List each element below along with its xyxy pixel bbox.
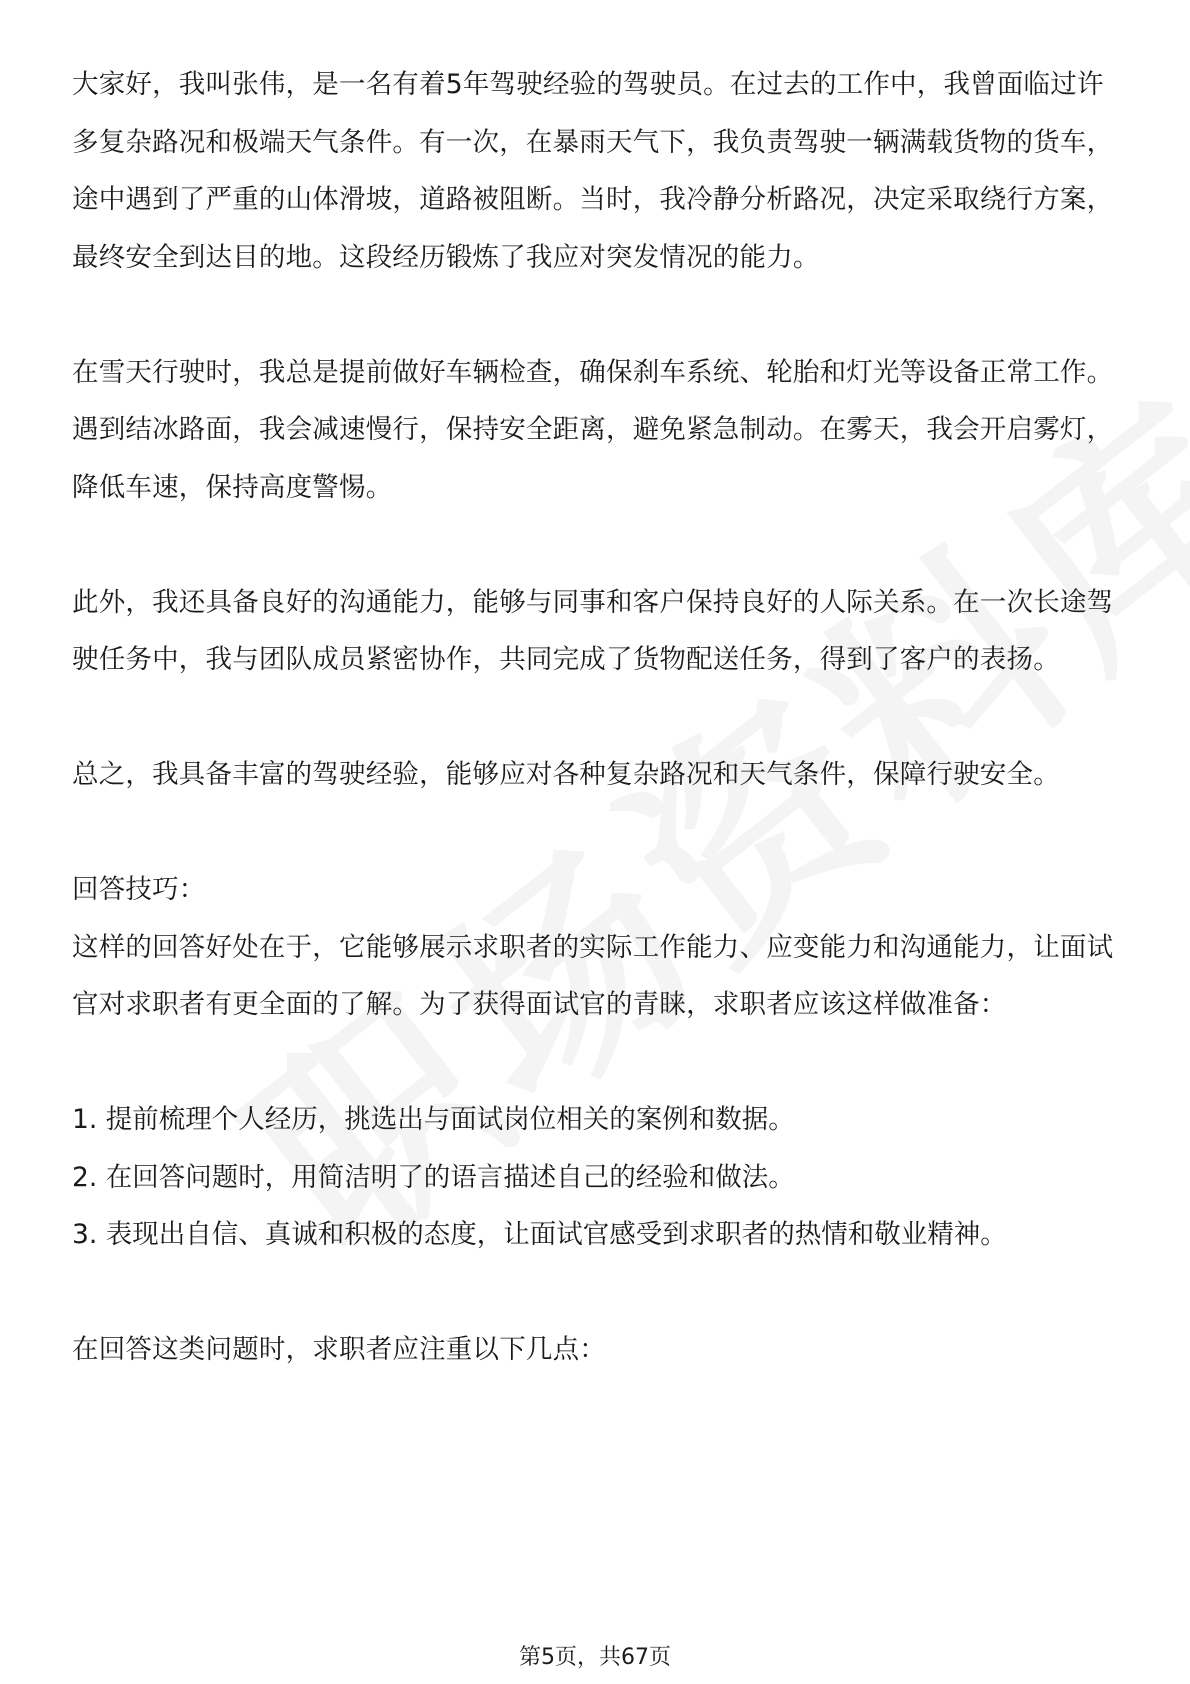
tips-heading: 回答技巧： xyxy=(72,874,206,905)
paragraph-weather: 在雪天行驶时，我总是提前做好车辆检查，确保刹车系统、轮胎和灯光等设备正常工作。遇到结冰路面，我会减速慢行，保持安全距离，避免紧急制动。在雾天，我会开启雾灯，降低车速，保持高度警惕。 xyxy=(72,356,1114,503)
tips-list xyxy=(72,1091,1122,1264)
list-item: 1. 提前梳理个人经历，挑选出与面试岗位相关的案例和数据。 xyxy=(72,1104,795,1135)
tips-body: 这样的回答好处在于，它能够展示求职者的实际工作能力、应变能力和沟通能力，让面试官对求职者有更全面的了解。为了获得面试官的青睐，求职者应该这样做准备： xyxy=(72,931,1114,1020)
paragraph-summary: 总之，我具备丰富的驾驶经验，能够应对各种复杂路况和天气条件，保障行驶安全。 xyxy=(72,759,1060,790)
document-body xyxy=(72,56,1122,1379)
closing-line: 在回答这类问题时，求职者应注重以下几点： xyxy=(72,1334,606,1365)
list-item: 3. 表现出自信、真诚和积极的态度，让面试官感受到求职者的热情和敬业精神。 xyxy=(72,1219,1007,1250)
paragraph-intro: 大家好，我叫张伟，是一名有着5年驾驶经验的驾驶员。在过去的工作中，我曾面临过许多复杂路况和极端天气条件。有一次，在暴雨天气下，我负责驾驶一辆满载货物的货车，途中遇到了严重的山体滑坡，道路被阻断。当时，我冷静分析路况，决定采取绕行方案，最终安全到达目的地。这段经历锻炼了我应对突发情况的能力。 xyxy=(72,69,1114,273)
page-number: 第5页，共67页 xyxy=(519,1645,671,1670)
paragraph-communication: 此外，我还具备良好的沟通能力，能够与同事和客户保持良好的人际关系。在一次长途驾驶任务中，我与团队成员紧密协作，共同完成了货物配送任务，得到了客户的表扬。 xyxy=(72,586,1114,675)
list-item: 2. 在回答问题时，用简洁明了的语言描述自己的经验和做法。 xyxy=(72,1161,795,1193)
